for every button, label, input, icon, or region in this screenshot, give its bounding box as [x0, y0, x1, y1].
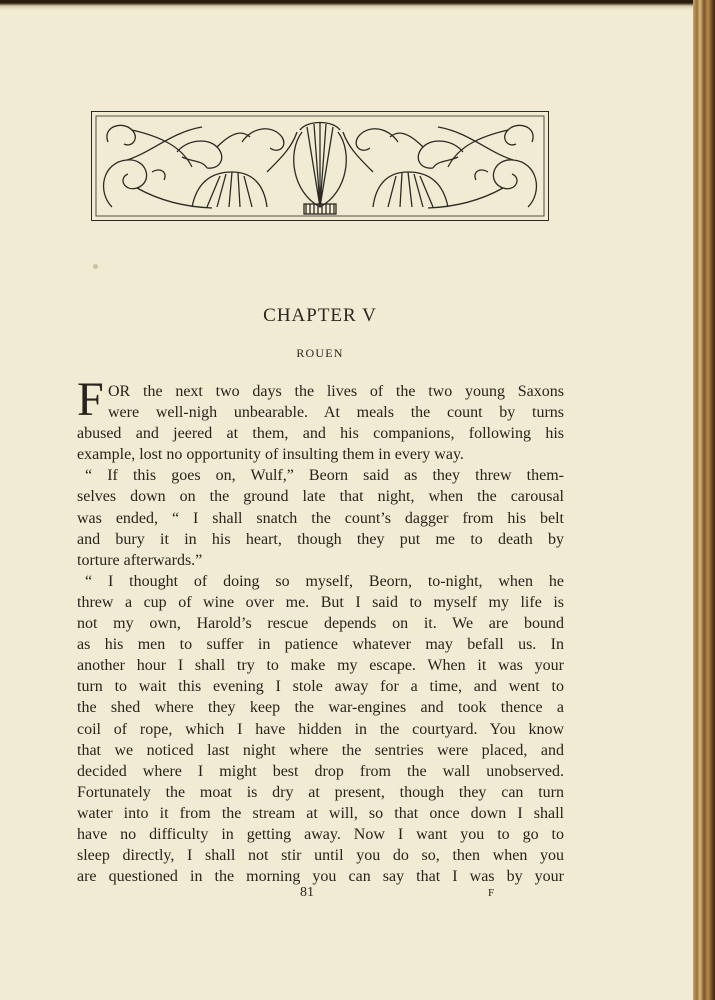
text-line: threw a cup of wine over me. But I said to myself my life is: [77, 593, 564, 611]
text-line: and bury it in his heart, though they put me to death by: [77, 530, 564, 548]
text-line: was ended, “ I shall snatch the count’s dagger from his belt: [77, 509, 564, 527]
text-line: decided where I might best drop from the wall unobserved.: [77, 762, 564, 780]
text-line: torture afterwards.”: [77, 551, 203, 569]
text-line: have no difficulty in getting away. Now I want you to go to: [77, 825, 564, 843]
book-binding-edge: [693, 0, 715, 1000]
text-line: coil of rope, which I have hidden in the courtyard. You know: [77, 720, 564, 738]
scroll-ornament-icon: [92, 112, 548, 220]
text-line: turn to wait this evening I stole away for a time, and went to: [77, 678, 564, 696]
text-line: “ I thought of doing so myself, Beorn, to-night, when he: [85, 572, 564, 590]
chapter-headpiece-ornament: [91, 111, 549, 221]
text-line: sleep directly, I shall not stir until you do so, then when you: [77, 847, 564, 865]
text-line: another hour I shall try to make my escape. When it was your: [77, 657, 564, 675]
chapter-title: CHAPTER V: [263, 305, 377, 326]
text-line: not my own, Harold’s rescue depends on it. We are bound: [77, 615, 564, 633]
text-line: water into it from the stream at will, so that once down I shall: [77, 804, 564, 822]
body-text: [77, 381, 564, 887]
text-line: abused and jeered at them, and his companions, following his: [77, 425, 564, 443]
signature-mark: F: [488, 887, 495, 899]
text-line: were well-nigh unbearable. At meals the count by turns: [108, 404, 564, 422]
text-line: as his men to suffer in patience whatever may befall us. In: [77, 636, 564, 654]
page-top-edge: [0, 0, 693, 10]
text-line: “ If this goes on, Wulf,” Beorn said as they threw them-: [85, 467, 564, 485]
text-line: selves down on the ground late that night, when the carousal: [77, 488, 564, 506]
chapter-subtitle: ROUEN: [296, 346, 344, 360]
page-number: 81: [300, 885, 314, 900]
drop-cap: F: [77, 373, 104, 426]
text-line: Fortunately the moat is dry at present, though they can turn: [77, 783, 564, 801]
paper-speck: [93, 264, 98, 269]
text-line: that we noticed last night where the sentries were placed, and: [77, 741, 564, 759]
text-line: example, lost no opportunity of insulting them in every way.: [77, 446, 464, 464]
text-line: the shed where they keep the war-engines and took thence a: [77, 699, 564, 717]
text-line: OR the next two days the lives of the two young Saxons: [108, 383, 564, 400]
text-line: are questioned in the morning you can say that I was by your: [77, 868, 564, 886]
